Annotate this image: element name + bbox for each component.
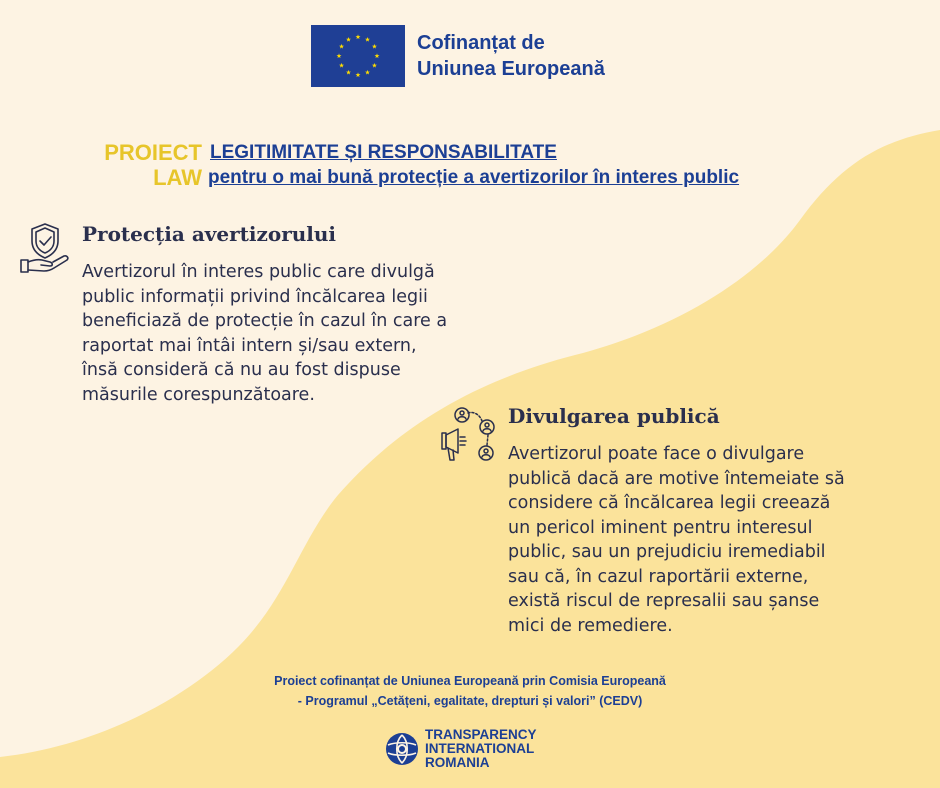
footer-line2: - Programul „Cetățeni, egalitate, drepturi și valori” (CEDV) — [297, 694, 643, 708]
project-label-line2: LAW — [153, 165, 202, 190]
eu-text-line1: Cofinanțat de — [417, 32, 545, 54]
section1-line: beneficiază de protecție în cazul în care a — [82, 311, 448, 331]
footer-line1: Proiect cofinanțat de Uniunea Europeană prin Comisia Europeană — [274, 674, 666, 688]
section2-line: există riscul de represalii sau șanse — [508, 591, 820, 611]
section2-body — [508, 442, 845, 638]
eu-cofunding-banner — [311, 25, 605, 87]
project-title-line1: LEGITIMITATE ȘI RESPONSABILITATE — [210, 142, 557, 163]
section2-line: Avertizorul poate face o divulgare — [508, 444, 805, 464]
project-title-line2: pentru o mai bună protecție a avertizorilor în interes public — [208, 167, 740, 188]
project-title — [208, 140, 739, 190]
megaphone-people-icon — [438, 405, 498, 463]
shield-hand-icon — [20, 222, 70, 274]
section1-line: măsurile corespunzătoare. — [82, 384, 315, 405]
eu-cofunding-text — [417, 30, 605, 82]
section2-line: un pericol iminent pentru interesul — [508, 517, 813, 538]
eu-text-line2: Uniunea Europeană — [417, 58, 605, 80]
project-label-line1: PROIECT — [104, 140, 202, 165]
ti-name — [425, 728, 537, 770]
ti-name-line2: INTERNATIONAL — [425, 741, 535, 756]
section1-line: public informații privind încălcarea legii — [82, 286, 428, 307]
eu-flag-icon — [311, 25, 405, 87]
ti-globe-icon — [385, 732, 419, 766]
section1-body — [82, 260, 447, 407]
section2-line: sau că, în cazul raportării externe, — [508, 566, 809, 587]
section1-line: raportat mai întâi intern și/sau extern, — [82, 335, 417, 356]
footer-funding-note — [230, 671, 710, 711]
section2-line: mici de remediere. — [508, 615, 673, 636]
section1-line: însă consideră că nu au fost dispuse — [82, 360, 401, 380]
ti-name-line3: ROMANIA — [425, 755, 490, 770]
project-label — [82, 140, 202, 190]
section2-line: considere că încălcarea legii creează — [508, 493, 831, 513]
ti-name-line1: TRANSPARENCY — [425, 727, 537, 742]
section2-line: publică dacă are motive întemeiate să — [508, 468, 845, 489]
section2-line: public, sau un prejudiciu iremediabil — [508, 542, 826, 562]
section1-heading: Protecția avertizorului — [82, 222, 337, 246]
section1-line: Avertizorul în interes public care divulgă — [82, 262, 435, 282]
transparency-international-logo — [385, 728, 537, 770]
section2-heading: Divulgarea publică — [508, 404, 720, 428]
